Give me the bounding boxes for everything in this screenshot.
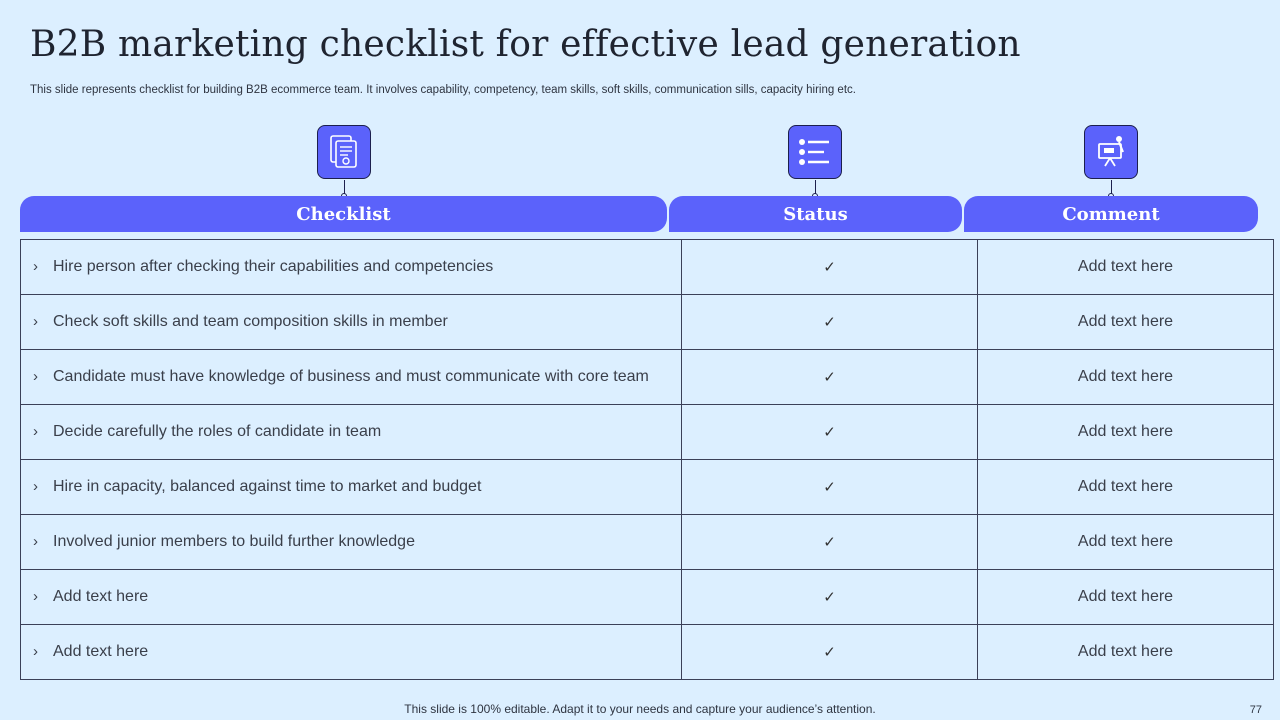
chevron-right-icon: › bbox=[33, 478, 38, 495]
chevron-right-icon: › bbox=[33, 368, 38, 385]
checkmark-icon: ✓ bbox=[823, 368, 836, 386]
checklist-item-text: Add text here bbox=[53, 643, 149, 660]
header-status: Status bbox=[669, 196, 962, 232]
chevron-right-icon: › bbox=[33, 313, 38, 330]
checkmark-icon: ✓ bbox=[823, 423, 836, 441]
checklist-item-text: Hire in capacity, balanced against time to market and budget bbox=[53, 478, 482, 495]
status-cell bbox=[682, 625, 978, 680]
checklist-cell bbox=[21, 570, 682, 625]
header-comment: Comment bbox=[964, 196, 1258, 232]
connector-line bbox=[815, 180, 816, 194]
checklist-item-text: Add text here bbox=[53, 588, 149, 605]
checklist-cell bbox=[21, 240, 682, 295]
checklist-table bbox=[20, 239, 1274, 680]
presentation-comment-icon bbox=[1084, 125, 1138, 179]
checklist-cell bbox=[21, 350, 682, 405]
status-cell bbox=[682, 515, 978, 570]
status-cell bbox=[682, 240, 978, 295]
comment-cell: Add text here bbox=[978, 405, 1274, 460]
comment-cell: Add text here bbox=[978, 625, 1274, 680]
chevron-right-icon: › bbox=[33, 533, 38, 550]
status-cell bbox=[682, 405, 978, 460]
comment-cell: Add text here bbox=[978, 295, 1274, 350]
header-checklist: Checklist bbox=[20, 196, 667, 232]
comment-cell: Add text here bbox=[978, 570, 1274, 625]
checklist-item-text: Involved junior members to build further knowledge bbox=[53, 533, 415, 550]
chevron-right-icon: › bbox=[33, 643, 38, 660]
checkmark-icon: ✓ bbox=[823, 258, 836, 276]
checkmark-icon: ✓ bbox=[823, 313, 836, 331]
chevron-right-icon: › bbox=[33, 258, 38, 275]
table-row bbox=[21, 460, 1274, 515]
slide-title: B2B marketing checklist for effective lead generation bbox=[30, 24, 1021, 65]
status-list-icon bbox=[788, 125, 842, 179]
table-row bbox=[21, 570, 1274, 625]
checklist-cell bbox=[21, 405, 682, 460]
table-row bbox=[21, 515, 1274, 570]
checkmark-icon: ✓ bbox=[823, 588, 836, 606]
checkmark-icon: ✓ bbox=[823, 533, 836, 551]
connector-line bbox=[344, 180, 345, 194]
chevron-right-icon: › bbox=[33, 588, 38, 605]
checklist-item-text: Decide carefully the roles of candidate in team bbox=[53, 423, 382, 440]
checklist-cell bbox=[21, 515, 682, 570]
checklist-item-text: Check soft skills and team composition skills in member bbox=[53, 313, 448, 330]
status-cell bbox=[682, 570, 978, 625]
status-cell bbox=[682, 350, 978, 405]
comment-cell: Add text here bbox=[978, 240, 1274, 295]
table-row bbox=[21, 350, 1274, 405]
page-number: 77 bbox=[1249, 704, 1262, 716]
connector-line bbox=[1111, 180, 1112, 194]
checklist-item-text: Candidate must have knowledge of business and must communicate with core team bbox=[53, 368, 649, 385]
chevron-right-icon: › bbox=[33, 423, 38, 440]
comment-cell: Add text here bbox=[978, 515, 1274, 570]
checkmark-icon: ✓ bbox=[823, 643, 836, 661]
table-row bbox=[21, 240, 1274, 295]
checklist-cell bbox=[21, 625, 682, 680]
table-row bbox=[21, 625, 1274, 680]
table-row bbox=[21, 295, 1274, 350]
document-checklist-icon bbox=[317, 125, 371, 179]
status-cell bbox=[682, 295, 978, 350]
comment-cell: Add text here bbox=[978, 350, 1274, 405]
status-cell bbox=[682, 460, 978, 515]
checkmark-icon: ✓ bbox=[823, 478, 836, 496]
comment-cell: Add text here bbox=[978, 460, 1274, 515]
checklist-cell bbox=[21, 460, 682, 515]
slide-footer: This slide is 100% editable. Adapt it to your needs and capture your audience’s attention. bbox=[404, 702, 876, 716]
slide-subtitle: This slide represents checklist for building B2B ecommerce team. It involves capability, competency, team skills, soft skills, communication sills, capacity hiring etc. bbox=[30, 84, 856, 96]
table-row bbox=[21, 405, 1274, 460]
checklist-item-text: Hire person after checking their capabilities and competencies bbox=[53, 258, 494, 275]
checklist-cell bbox=[21, 295, 682, 350]
